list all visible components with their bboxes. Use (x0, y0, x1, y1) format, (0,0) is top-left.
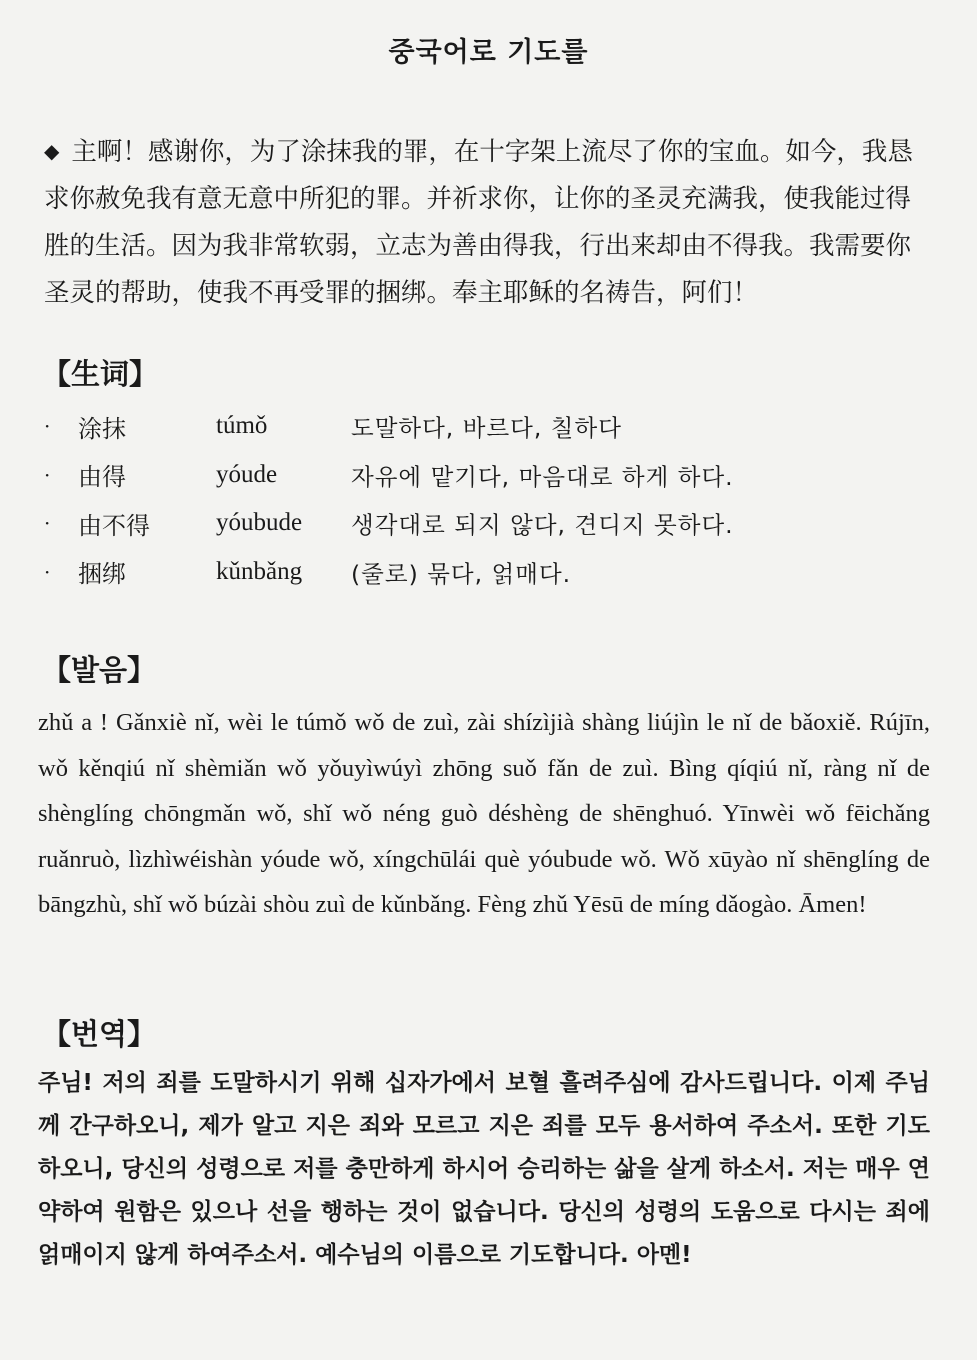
vocab-pinyin: túmǒ (216, 412, 268, 440)
translation-heading: 【번역】 (42, 1017, 157, 1051)
vocab-word: 捆绑 (78, 560, 126, 589)
pronunciation-paragraph: zhǔ a ! Gǎnxiè nǐ, wèi le túmǒ wǒ de zuì, zài shízìjià shàng liújìn le nǐ de bǎoxiě. Rújīn, wǒ kěnqiú nǐ shèmiǎn wǒ yǒuyìwúyì zhōng suǒ fǎn de zuì. Bìng qíqiú nǐ, ràng nǐ de shènglíng chōngmǎn wǒ, shǐ wǒ néng guò déshèng de shēnghuó. Yīnwèi wǒ fēichǎng ruǎnruò, lìzhìwéishàn yóude wǒ, xíngchūlái què yóubude wǒ. Wǒ xūyào nǐ shēnglíng de bāngzhù, shǐ wǒ búzài shòu zuì de kǔnbǎng. Fèng zhǔ Yēsū de míng dǎogào. Āmen! (38, 709, 930, 918)
vocab-pinyin: kǔnbǎng (216, 557, 303, 585)
vocab-list (44, 402, 934, 596)
vocab-item (44, 451, 934, 500)
vocab-item (44, 499, 934, 548)
vocab-item (44, 548, 934, 597)
vocab-word: 涂抹 (78, 414, 126, 443)
bullet-icon: · (44, 511, 51, 536)
bullet-icon: · (44, 559, 51, 584)
bullet-icon: · (44, 462, 51, 487)
page-title: 중국어로 기도를 (388, 37, 589, 68)
vocab-word: 由得 (78, 463, 126, 492)
vocab-heading: 【生词】 (42, 357, 159, 391)
vocab-pinyin: yóude (216, 460, 278, 488)
pronunciation-heading: 【발음】 (42, 653, 157, 687)
vocab-item (44, 402, 934, 451)
diamond-bullet-icon: ◆ (44, 139, 60, 163)
bullet-icon: · (44, 414, 51, 439)
vocab-pinyin: yóubude (216, 509, 303, 537)
translation-paragraph: 주님! 저의 죄를 도말하시기 위해 십자가에서 보혈 흘려주심에 감사드립니다. 이제 주님께 간구하오니, 제가 알고 지은 죄와 모르고 지은 죄를 모두 용서하여 주소서. 또한 기도하오니, 당신의 성령으로 저를 충만하게 하시어 승리하는 삶을 살게 하소서. 저는 매우 연약하여 원함은 있으나 선을 행하는 것이 없습니다. 당신의 성령의 도움으로 다시는 죄에 얽매이지 않게 하여주소서. 예수님의 이름으로 기도합니다. 아멘! (38, 1070, 930, 1268)
vocab-meaning: 도말하다, 바르다, 칠하다 (351, 414, 622, 443)
vocab-word: 由不得 (78, 511, 150, 540)
vocab-meaning: 자유에 맡기다, 마음대로 하게 하다. (351, 462, 734, 491)
vocab-meaning: 생각대로 되지 않다, 견디지 못하다. (351, 511, 734, 540)
chinese-prayer-paragraph (44, 128, 936, 317)
vocab-meaning: (줄로) 묶다, 얽매다. (351, 559, 572, 588)
chinese-prayer-text: 主啊！感谢你，为了涂抹我的罪，在十字架上流尽了你的宝血。如今，我恳求你赦免我有意无意中所犯的罪。并祈求你，让你的圣灵充满我，使我能过得胜的生活。因为我非常软弱，立志为善由得我，行出来却由不得我。我需要你圣灵的帮助，使我不再受罪的捆绑。奉主耶稣的名祷告，阿们！ (44, 137, 913, 308)
